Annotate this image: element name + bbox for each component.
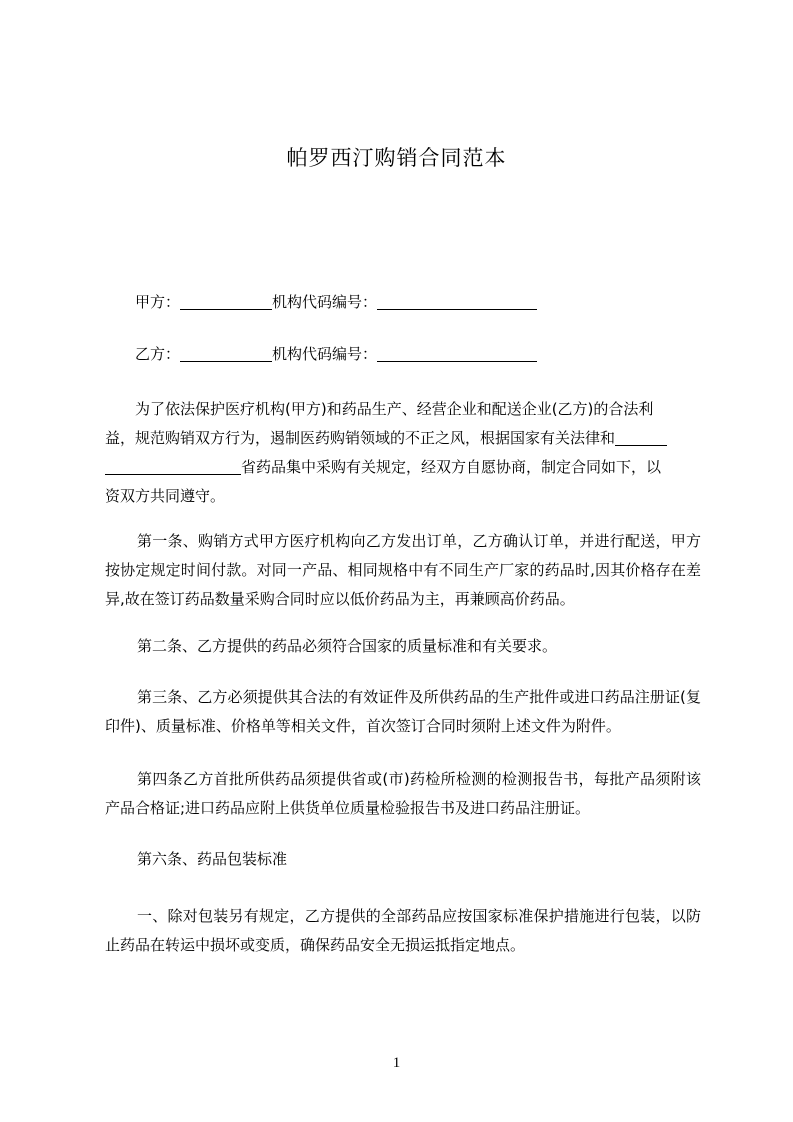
intro-line-3: 省药品集中采购有关规定，经双方自愿协商，制定合同如下，以 (105, 453, 700, 482)
party-b-line (135, 340, 730, 369)
document-title: 帕罗西汀购销合同范本 (286, 146, 507, 170)
party-a-line (135, 288, 730, 317)
party-a-name-blank (180, 293, 272, 310)
party-b-code-blank (377, 345, 537, 362)
intro-line-4: 资双方共同遵守。 (105, 487, 226, 505)
article-4: 第四条乙方首批所供药品须提供省或(市)药检所检测的检测报告书，每批产品须附该产品合格证;进口药品应附上供货单位质量检验报告书及进口药品注册证。 (105, 770, 701, 817)
article-2: 第二条、乙方提供的药品必须符合国家的质量标准和有关要求。 (137, 637, 558, 655)
article-3: 第三条、乙方必须提供其合法的有效证件及所供药品的生产批件或进口药品注册证(复印件)、质量标准、价格单等相关文件，首次签订合同时须附上述文件为附件。 (105, 688, 701, 735)
article-6-item-1: 一、除对包装另有规定，乙方提供的全部药品应按国家标准保护措施进行包装，以防止药品在转运中损坏或变质，确保药品安全无损运抵指定地点。 (105, 907, 701, 954)
page-number: 1 (392, 1055, 401, 1071)
party-b-name-blank (180, 345, 272, 362)
party-b-code-label: 机构代码编号： (272, 345, 378, 363)
party-a-code-label: 机构代码编号： (272, 293, 378, 311)
party-a-label: 甲方： (135, 293, 181, 311)
article-1: 第一条、购销方式甲方医疗机构向乙方发出订单，乙方确认订单，并进行配送，甲方按协定规定时间付款。对同一产品、相同规格中有不同生产厂家的药品时,因其价格存在差异,故在签订药品数量采购合同时应以低价药品为主，再兼顾高价药品。 (105, 532, 701, 608)
party-b-label: 乙方： (135, 345, 181, 363)
intro-line-1: 为了依法保护医疗机构(甲方)和药品生产、经营企业和配送企业(乙方)的合法利 (135, 400, 654, 418)
intro-line-2: 益，规范购销双方行为，遏制医药购销领域的不正之风，根据国家有关法律和 (105, 424, 700, 453)
law-region-blank-1 (615, 429, 667, 446)
party-a-code-blank (377, 293, 537, 310)
article-6-title: 第六条、药品包装标准 (137, 850, 288, 868)
law-region-blank-2 (105, 458, 241, 475)
